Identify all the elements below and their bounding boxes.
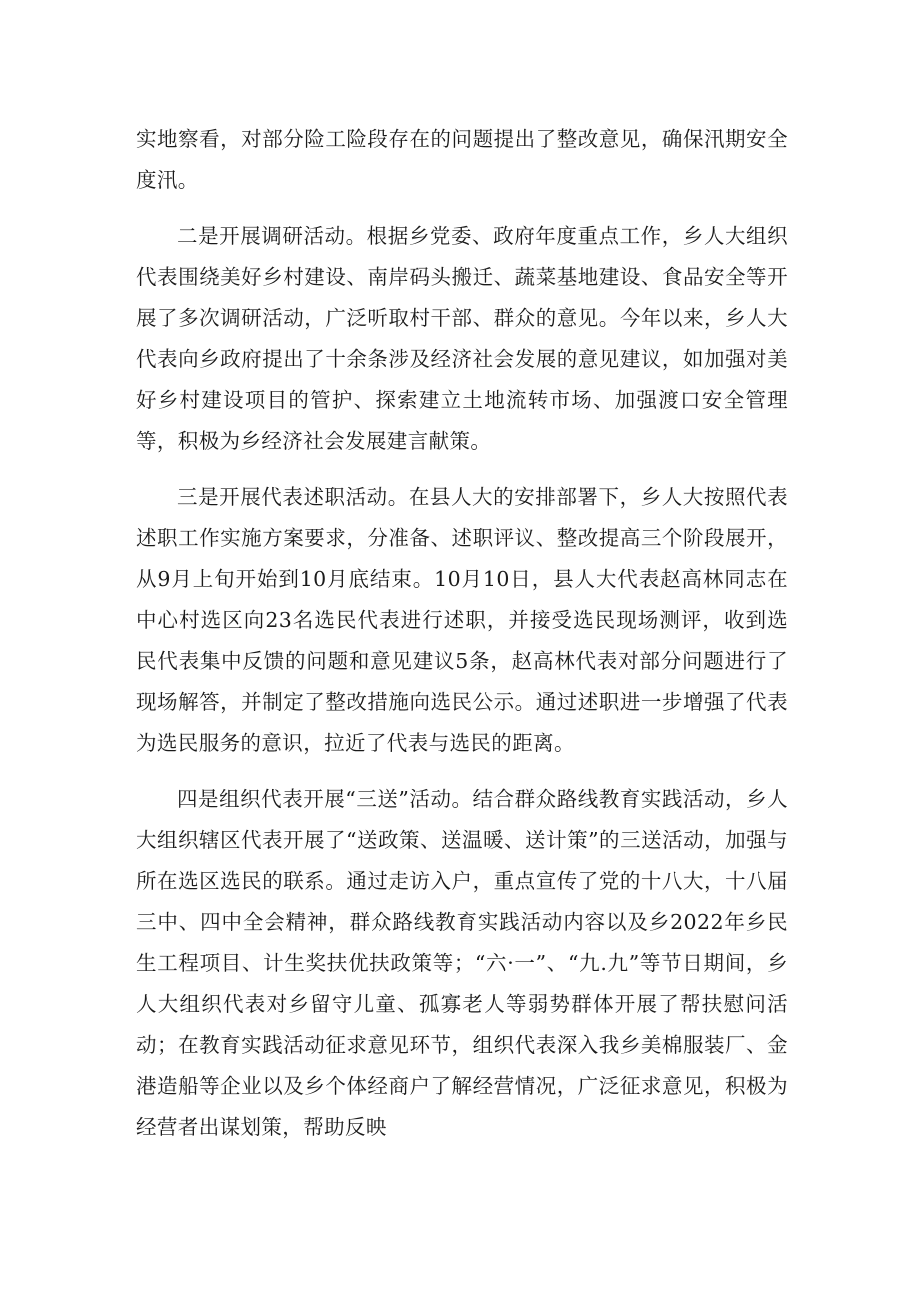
paragraph-three-send-activities: 四是组织代表开展“三送”活动。结合群众路线教育实践活动，乡人大组织辖区代表开展了“送政策、送温暖、送计策”的三送活动，加强与所在选区选民的联系。通过走访入户，重点宣传了党的十八大，十八届三中、四中全会精神，群众路线教育实践活动内容以及乡2022年乡民生工程项目、计生奖扶优扶政策等；“六·一”、“九.九”等节日期间，乡人大组织代表对乡留守儿童、孤寡老人等弱势群体开展了帮扶慰问活动；在教育实践活动征求意见环节，组织代表深入我乡美棉服装厂、金港造船等企业以及乡个体经商户了解经营情况，广泛征求意见，积极为经营者出谋划策，帮助反映: [136, 787, 788, 1139]
paragraph-continued: 实地察看，对部分险工险段存在的问题提出了整改意见，确保汛期安全度汛。: [136, 127, 788, 192]
document-body: [136, 119, 788, 1148]
paragraph-representative-reporting: 三是开展代表述职活动。在县人大的安排部署下，乡人大按照代表述职工作实施方案要求，分准备、述职评议、整改提高三个阶段展开，从9月上旬开始到10月底结束。10月10日，县人大代表赵高林同志在中心村选区向23名选民代表进行述职，并接受选民现场测评，收到选民代表集中反馈的问题和意见建议5条，赵高林代表对部分问题进行了现场解答，并制定了整改措施向选民公示。通过述职进一步增强了代表为选民服务的意识，拉近了代表与选民的距离。: [136, 485, 788, 755]
paragraph-research-activities: 二是开展调研活动。根据乡党委、政府年度重点工作，乡人大组织代表围绕美好乡村建设、南岸码头搬迁、蔬菜基地建设、食品安全等开展了多次调研活动，广泛听取村干部、群众的意见。今年以来，乡人大代表向乡政府提出了十余条涉及经济社会发展的意见建议，如加强对美好乡村建设项目的管护、探索建立土地流转市场、加强渡口安全管理等，积极为乡经济社会发展建言献策。: [136, 224, 788, 453]
